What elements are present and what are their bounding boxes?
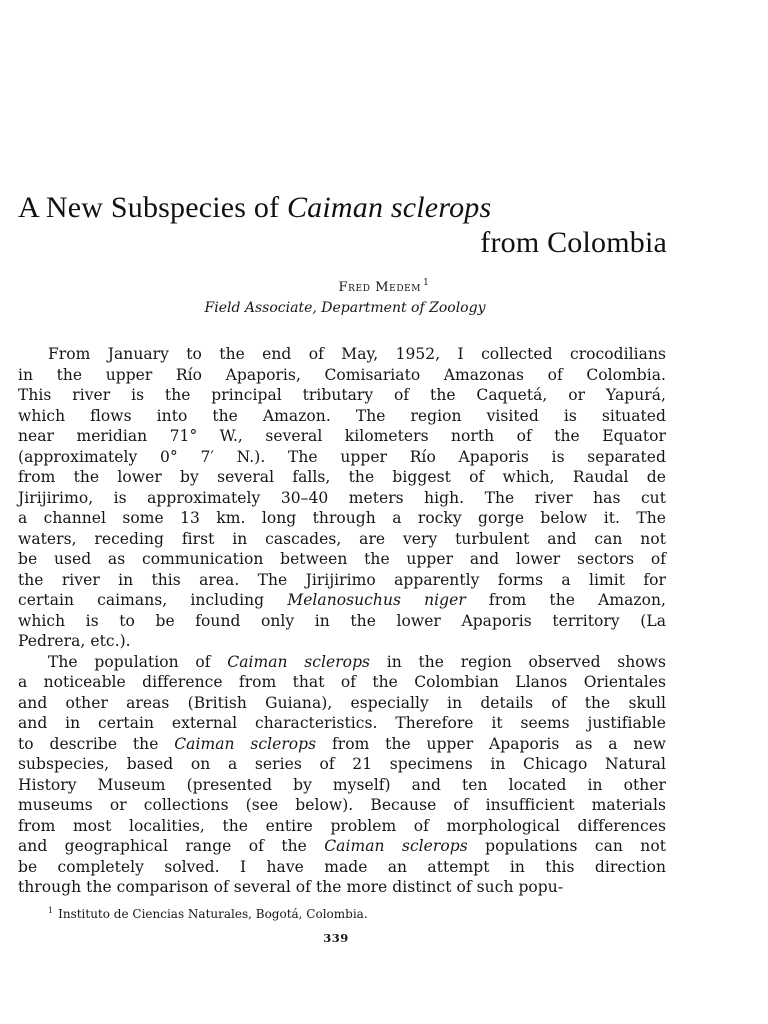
- text-line: [18, 754, 666, 775]
- footnote-text: Instituto de Ciencias Naturales, Bogotá, Colombia.: [58, 907, 368, 921]
- text-line: [18, 385, 666, 406]
- text-segment: in the region observed shows: [370, 652, 666, 671]
- footnote-mark: 1: [48, 906, 54, 915]
- text-line: [18, 406, 666, 427]
- text-line: [18, 713, 666, 734]
- text-segment: which flows into the Amazon. The region visited is situated: [18, 406, 666, 425]
- text-line: [18, 816, 666, 837]
- text-line: [18, 734, 666, 755]
- text-segment: in the upper Río Apaporis, Comisariato Amazonas of Colombia.: [18, 365, 666, 384]
- text-segment: a noticeable difference from that of the Colombian Llanos Orientales: [18, 673, 666, 691]
- text-segment: From January to the end of May, 1952, I collected crocodilians: [48, 345, 666, 363]
- text-line: [18, 467, 666, 488]
- footnote: [48, 906, 368, 921]
- author-footnote-mark: 1: [423, 278, 430, 288]
- text-segment: The population of: [48, 652, 228, 671]
- text-line: [18, 836, 666, 857]
- author-text: Fred Medem: [338, 280, 422, 295]
- text-segment: which is to be found only in the lower Apaporis territory (La: [18, 611, 666, 630]
- text-line: [18, 877, 666, 898]
- text-segment: the river in this area. The Jirijirimo apparently forms a limit for: [18, 570, 666, 589]
- author-name: [0, 278, 768, 295]
- article-body: [18, 344, 666, 898]
- author-affiliation: Field Associate, Department of Zoology: [204, 300, 486, 316]
- text-line: [18, 529, 666, 550]
- text-segment: to describe the: [18, 734, 175, 753]
- title-text: A New Subspecies of: [18, 191, 287, 224]
- text-line: [18, 365, 666, 386]
- text-segment: from the lower by several falls, the biggest of which, Raudal de: [18, 468, 666, 486]
- text-segment: through the comparison of several of the more distinct of such popu-: [18, 878, 564, 896]
- paragraph: [18, 344, 666, 652]
- text-line: [18, 590, 666, 611]
- text-segment: Jirijirimo, is approximately 30–40 meters high. The river has cut: [18, 488, 666, 507]
- text-segment: Pedrera, etc.).: [18, 632, 131, 650]
- text-line: [18, 570, 666, 591]
- text-segment: This river is the principal tributary of the Caquetá, or Yapurá,: [18, 386, 666, 404]
- text-segment: from the upper Apaporis as a new: [316, 734, 666, 753]
- article-title-line-2: from Colombia: [480, 226, 667, 259]
- text-line: [18, 672, 666, 693]
- text-line: [18, 611, 666, 632]
- page-number: 339: [323, 931, 349, 945]
- text-segment: be completely solved. I have made an attempt in this direction: [18, 857, 666, 876]
- text-line: [18, 488, 666, 509]
- text-segment: waters, receding first in cascades, are very turbulent and can not: [18, 529, 666, 548]
- species-name: Caiman sclerops: [324, 837, 468, 855]
- text-line: [18, 775, 666, 796]
- title-species-name: Caiman sclerops: [286, 191, 492, 224]
- text-segment: a channel some 13 km. long through a rocky gorge below it. The: [18, 509, 666, 527]
- text-line: [18, 631, 666, 652]
- species-name: Caiman sclerops: [227, 652, 371, 671]
- species-name: Caiman sclerops: [174, 734, 317, 753]
- text-segment: certain caimans, including: [18, 591, 288, 609]
- text-segment: be used as communication between the upper and lower sectors of: [18, 550, 666, 568]
- text-segment: near meridian 71° W., several kilometers north of the Equator: [18, 427, 666, 445]
- text-segment: and geographical range of the: [18, 837, 325, 855]
- text-segment: History Museum (presented by myself) and ten located in other: [18, 775, 666, 794]
- text-segment: museums or collections (see below). Because of insufficient materials: [18, 796, 666, 814]
- species-name: Melanosuchus niger: [287, 591, 466, 609]
- text-segment: and other areas (British Guiana), especially in details of the skull: [18, 693, 666, 712]
- text-segment: and in certain external characteristics. Therefore it seems justifiable: [18, 714, 666, 732]
- text-line: [18, 693, 666, 714]
- text-segment: (approximately 0° 7′ N.). The upper Río Apaporis is separated: [18, 447, 666, 466]
- text-line: [18, 549, 666, 570]
- article-title-line-1: [18, 191, 491, 225]
- text-segment: subspecies, based on a series of 21 specimens in Chicago Natural: [18, 755, 666, 773]
- paragraph: [18, 652, 666, 898]
- text-line: [18, 426, 666, 447]
- text-line: [18, 795, 666, 816]
- text-line: [18, 857, 666, 878]
- text-line: [18, 447, 666, 468]
- text-line: [18, 508, 666, 529]
- text-segment: from the Amazon,: [465, 591, 666, 609]
- text-segment: from most localities, the entire problem of morphological differences: [18, 816, 666, 835]
- text-line: [18, 652, 666, 673]
- text-line: [18, 344, 666, 365]
- text-segment: populations can not: [467, 837, 666, 855]
